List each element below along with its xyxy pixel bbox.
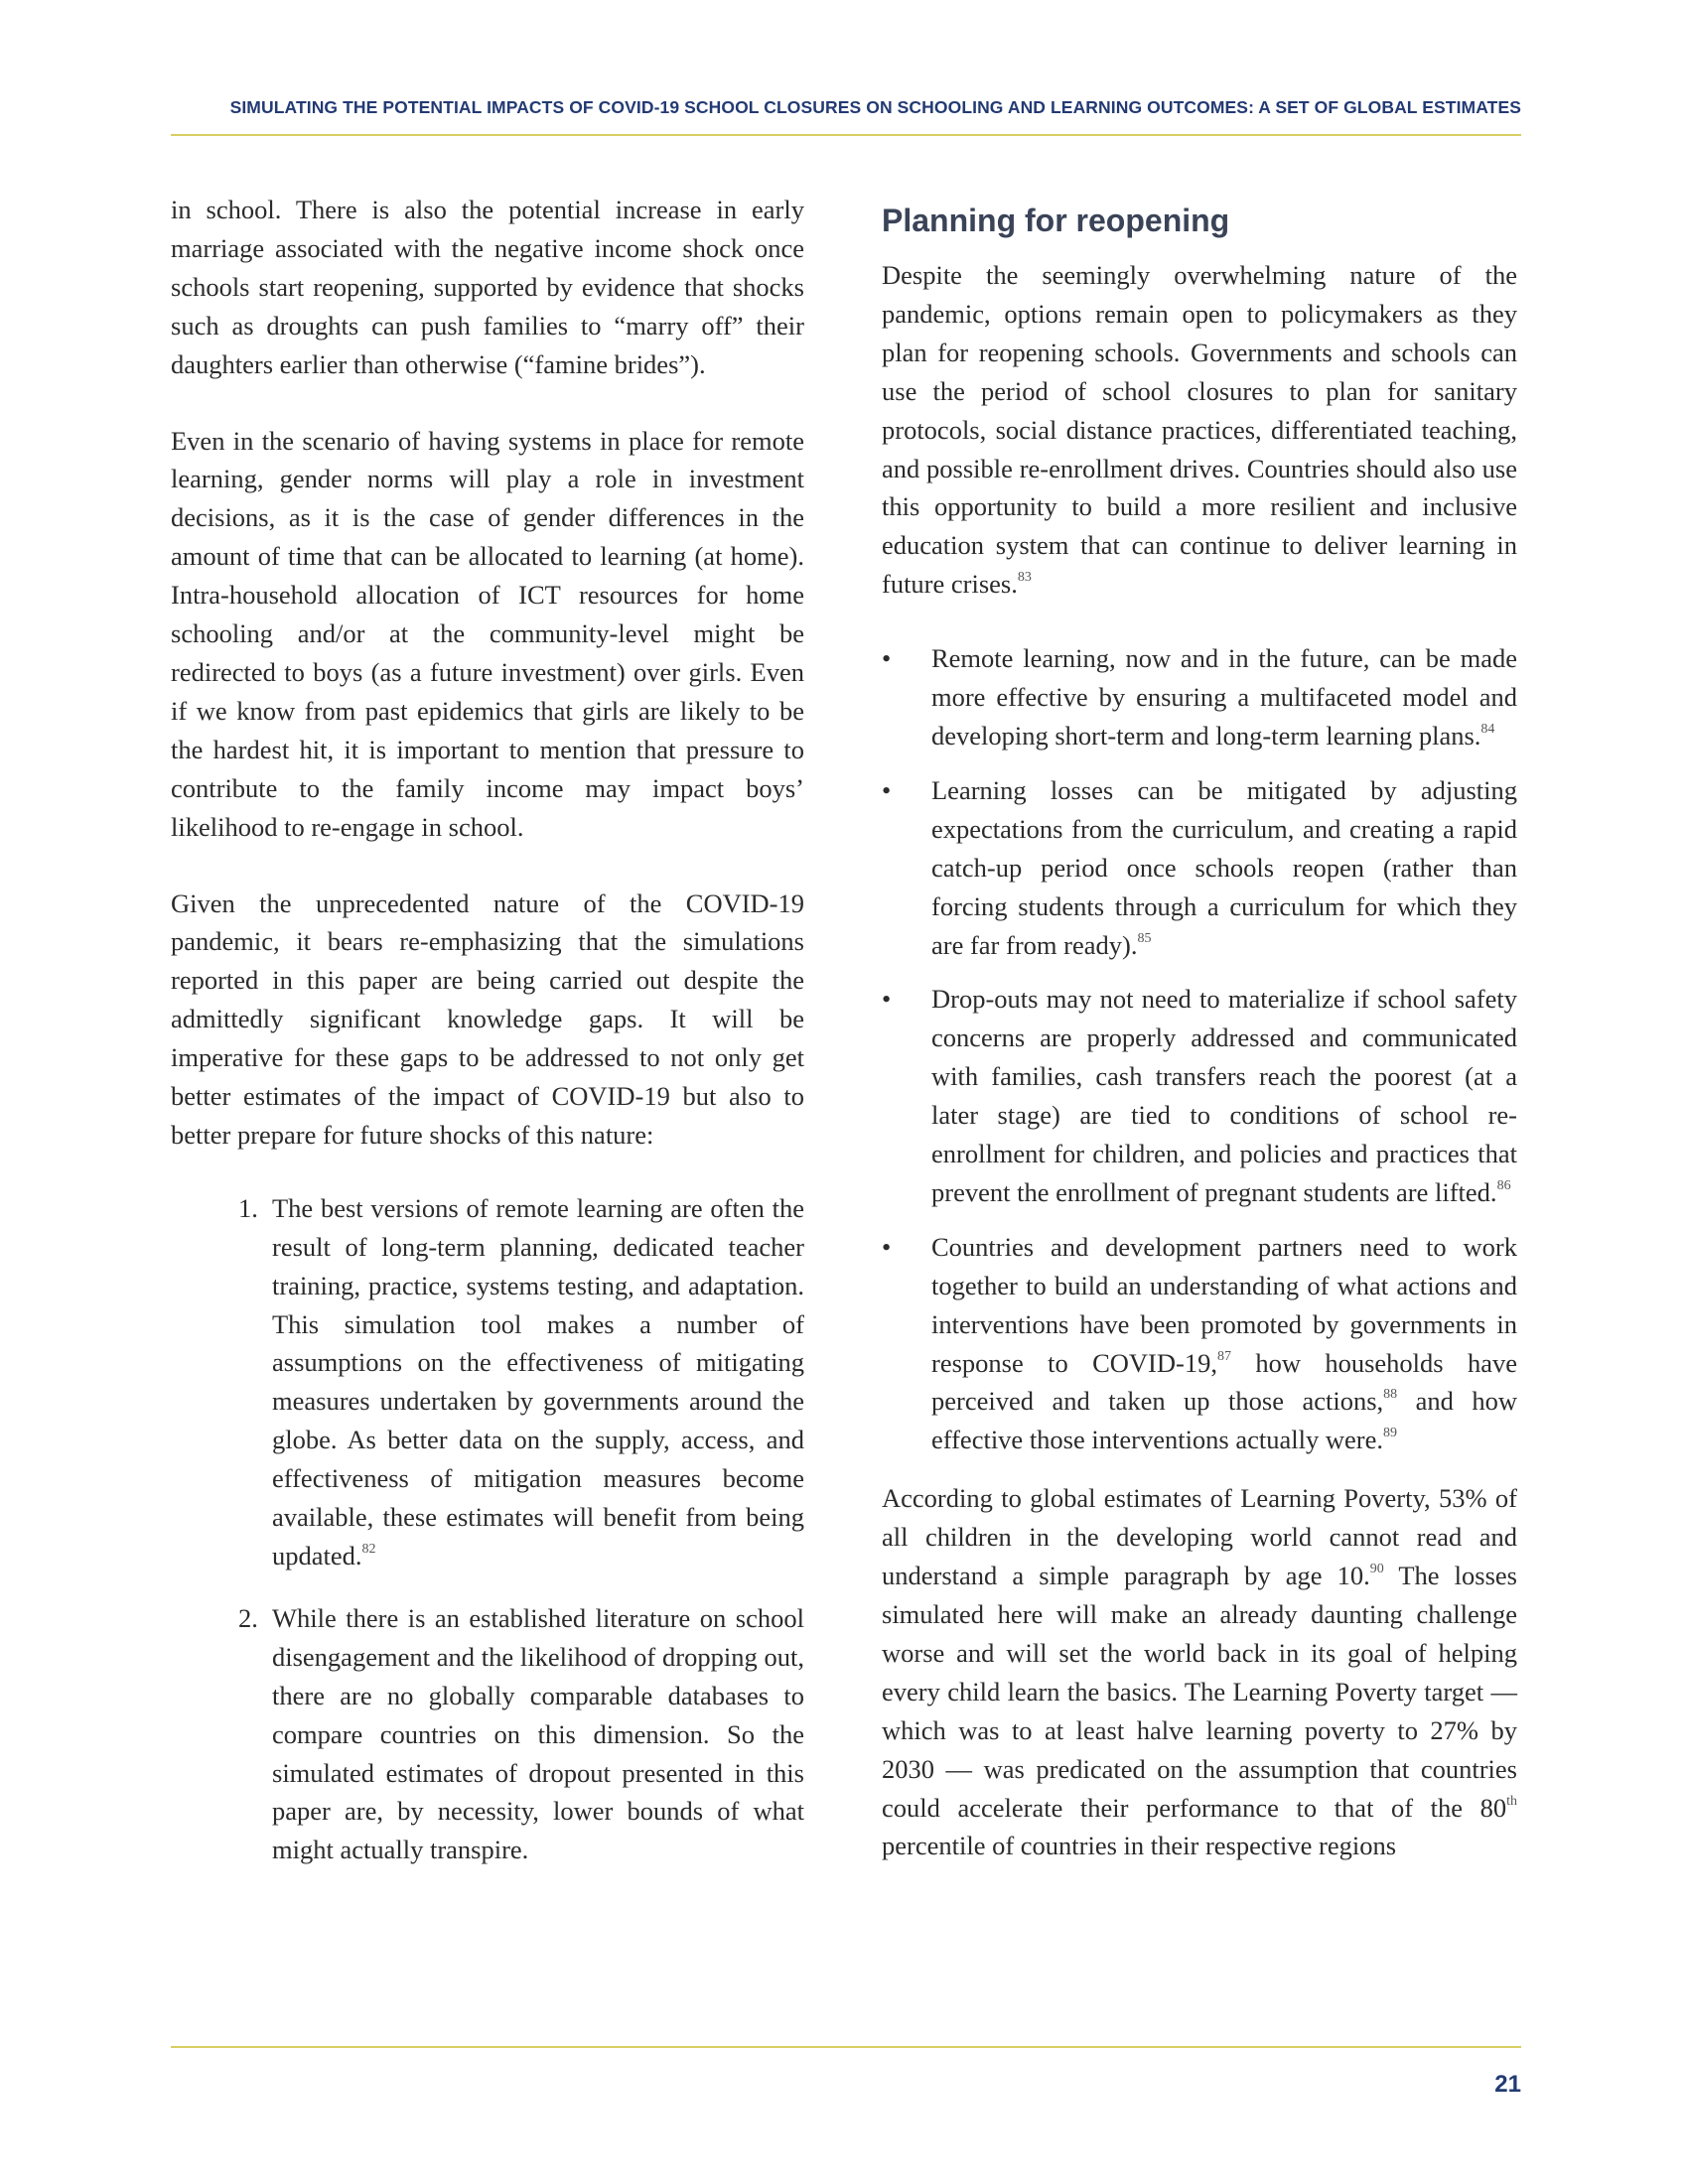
list-item (171, 1189, 804, 1575)
paragraph: in school. There is also the potential increase in early marriage associated with the negative income shock once schools start reopening, supported by evidence that shocks such as droughts can push families to “marry off” their daughters earlier than otherwise (“famine brides”). (171, 195, 804, 379)
footer-rule (171, 2046, 1521, 2048)
list-item-text: how households have perceived and taken up those actions, (931, 1347, 1517, 1417)
right-column (882, 199, 1517, 1865)
list-item-text: Countries and development partners need to work together to build an understanding of what actions and interventions have been promoted by governments in response to COVID-19, (931, 1231, 1517, 1378)
list-item (882, 771, 1517, 965)
footnote-ref: 84 (1480, 721, 1495, 737)
list-item-text: While there is an established literature on school disengagement and the likelihood of dropping out, there are no globally comparable databases to compare countries on this dimension. So the simulated estimates of dropout presented in this paper are, by necessity, lower bounds of what might actually transpire. (272, 1602, 804, 1865)
bullet-icon: • (882, 643, 892, 674)
ordinal-suffix: th (1506, 1793, 1517, 1809)
paragraph: Despite the seemingly overwhelming nature of the pandemic, options remain open to policymakers as they plan for reopening schools. Governments and schools can use the period of school closures to plan for sanitary protocols, social distance practices, differentiated teaching, and possible re-enrollment drives. Countries should also use this opportunity to build a more resilient and inclusive education system that can continue to deliver learning in future crises.$^{83}$ (882, 260, 1517, 600)
paragraph: According to global estimates of Learning Poverty, 53% of all children in the developing world cannot read and understand a simple paragraph by age 10.90 The losses simulated here will make an already daunting challenge worse and will set the world back in its goal of helping every child learn the basics. The Learning Poverty target — which was to at least halve learning poverty to 27% by 2030 — was predicated on the assumption that countries could accelerate their performance to that of the 80th percentile of countries in their respective regions (882, 1483, 1517, 1861)
list-item (171, 1599, 804, 1869)
list-number: 1. (238, 1192, 258, 1223)
list-item (882, 639, 1517, 755)
footnote-ref: 90 (1369, 1562, 1384, 1577)
left-column (171, 191, 804, 1893)
list-item-text: Learning losses can be mitigated by adjusting expectations from the curriculum, and creating a rapid catch-up period once schools reopen (rather than forcing students through a curriculum for which they are far from ready). (931, 774, 1517, 960)
paragraph: Given the unprecedented nature of the COVID-19 pandemic, it bears re-emphasizing that the simulations reported in this paper are being carried out despite the admittedly significant knowledge gaps. It will be imperative for these gaps to be addressed to not only get better estimates of the impact of COVID-19 but also to better prepare for future shocks of this nature: (171, 887, 804, 1150)
list-item (882, 1228, 1517, 1459)
header-rule (171, 134, 1521, 136)
list-item-text: The best versions of remote learning are often the result of long-term planning, dedicated teacher training, practice, systems testing, and adaptation. This simulation tool makes a number of assumptions on the effectiveness of mitigating measures undertaken by governments around the globe. As better data on the supply, access, and effectiveness of mitigation measures become available, these estimates will benefit from being updated. (272, 1192, 804, 1570)
bullet-icon: • (882, 774, 892, 805)
footnote-ref: 83 (1017, 570, 1032, 586)
section-heading: Planning for reopening (882, 203, 1230, 238)
list-item-text: Drop-outs may not need to materialize if school safety concerns are properly addressed and communicated with families, cash transfers reach the poorest (at a later stage) are tied to conditions of school re-enrollment for children, and policies and practices that prevent the enrollment of pregnant students are lifted. (931, 984, 1517, 1207)
paragraph: Even in the scenario of having systems in place for remote learning, gender norms will play a role in investment decisions, as it is the case of gender differences in the amount of time that can be allocated to learning (at home). Intra-household allocation of ICT resources for home schooling and/or at the community-level might be redirected to boys (as a future investment) over girls. Even if we know from past epidemics that girls are likely to be the hardest hit, it is important to mention that pressure to contribute to the family income may impact boys’ likelihood to re-engage in school. (171, 425, 804, 842)
list-item (882, 980, 1517, 1211)
footnote-ref: 85 (1137, 930, 1152, 946)
bullet-icon: • (882, 1231, 892, 1262)
bullet-icon: • (882, 984, 892, 1015)
numbered-list (171, 1189, 804, 1869)
list-number: 2. (238, 1602, 258, 1633)
list-item-text: Remote learning, now and in the future, can be made more effective by ensuring a multifaceted model and developing short-term and long-term learning plans. (931, 643, 1517, 751)
running-header: SIMULATING THE POTENTIAL IMPACTS OF COVID-19 SCHOOL CLOSURES ON SCHOOLING AND LEARNING OUTCOMES: A SET OF GLOBAL ESTIMATES (229, 97, 1521, 117)
page-number: 21 (1494, 2071, 1521, 2098)
footnote-ref: 88 (1383, 1387, 1398, 1403)
footnote-ref: 82 (361, 1542, 376, 1557)
footnote-ref: 87 (1216, 1348, 1231, 1364)
footnote-ref: 89 (1382, 1426, 1397, 1441)
footnote-ref: 86 (1496, 1177, 1511, 1193)
list-item-text: and how effective those interventions actually were. (931, 1386, 1517, 1455)
bullet-list (882, 639, 1517, 1459)
